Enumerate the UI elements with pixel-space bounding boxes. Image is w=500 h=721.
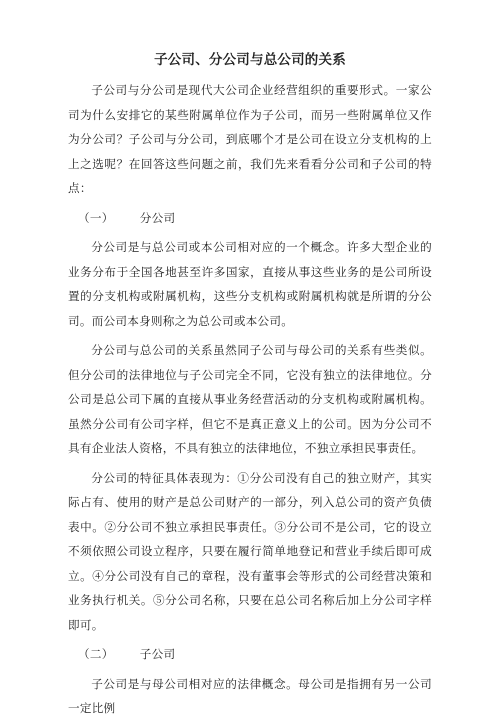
section-number: （二）	[78, 647, 114, 661]
document-title: 子公司、分公司与总公司的关系	[154, 52, 346, 68]
section-heading-text: 分公司	[139, 210, 176, 225]
section-heading-branch	[68, 206, 432, 231]
section-number: （一）	[78, 210, 114, 225]
section-heading-text: 子公司	[139, 647, 176, 661]
intro-paragraph: 子公司与分公司是现代大公司企业经营组织的重要形式。一家公司为什么安排它的某些附属单位作为子公司，而另一些附属单位又作为分公司？子公司与分公司，到底哪个才是公司在设立分支机构的上上之选呢？在回答这些问题之前，我们先来看看分公司和子公司的特点：	[68, 83, 432, 195]
branch-paragraph-1: 分公司是与总公司或本公司相对应的一个概念。许多大型企业的业务分布于全国各地甚至许多国家，直接从事这些业务的是公司所设置的分支机构或附属机构，这些分支机构或附属机构就是所谓的分公司。而公司本身则称之为总公司或本公司。	[68, 240, 432, 328]
subsidiary-paragraph-1: 子公司是与母公司相对应的法律概念。母公司是指拥有另一公司一定比例	[68, 676, 432, 715]
section-heading-subsidiary	[68, 642, 432, 667]
branch-paragraph-3: 分公司的特征具体表现为：①分公司没有自己的独立财产，其实际占有、使用的财产是总公司财产的一部分，列入总公司的资产负债表中。②分公司不独立承担民事责任。③分公司不是公司，它的设立不须依照公司设立程序，只要在履行简单地登记和营业手续后即可成立。④分公司没有自己的章程，没有董事会等形式的公司经营决策和业务执行机关。⑤分公司名称，只要在总公司名称后加上分公司字样即可。	[68, 470, 432, 632]
branch-paragraph-2: 分公司与总公司的关系虽然同子公司与母公司的关系有些类似。但分公司的法律地位与子公司完全不同，它没有独立的法律地位。分公司是总公司下属的直接从事业务经营活动的分支机构或附属机构。虽然分公司有公司字样，但它不是真正意义上的公司。因为分公司不具有企业法人资格，不具有独立的法律地位，不独立承担民事责任。	[68, 343, 432, 455]
